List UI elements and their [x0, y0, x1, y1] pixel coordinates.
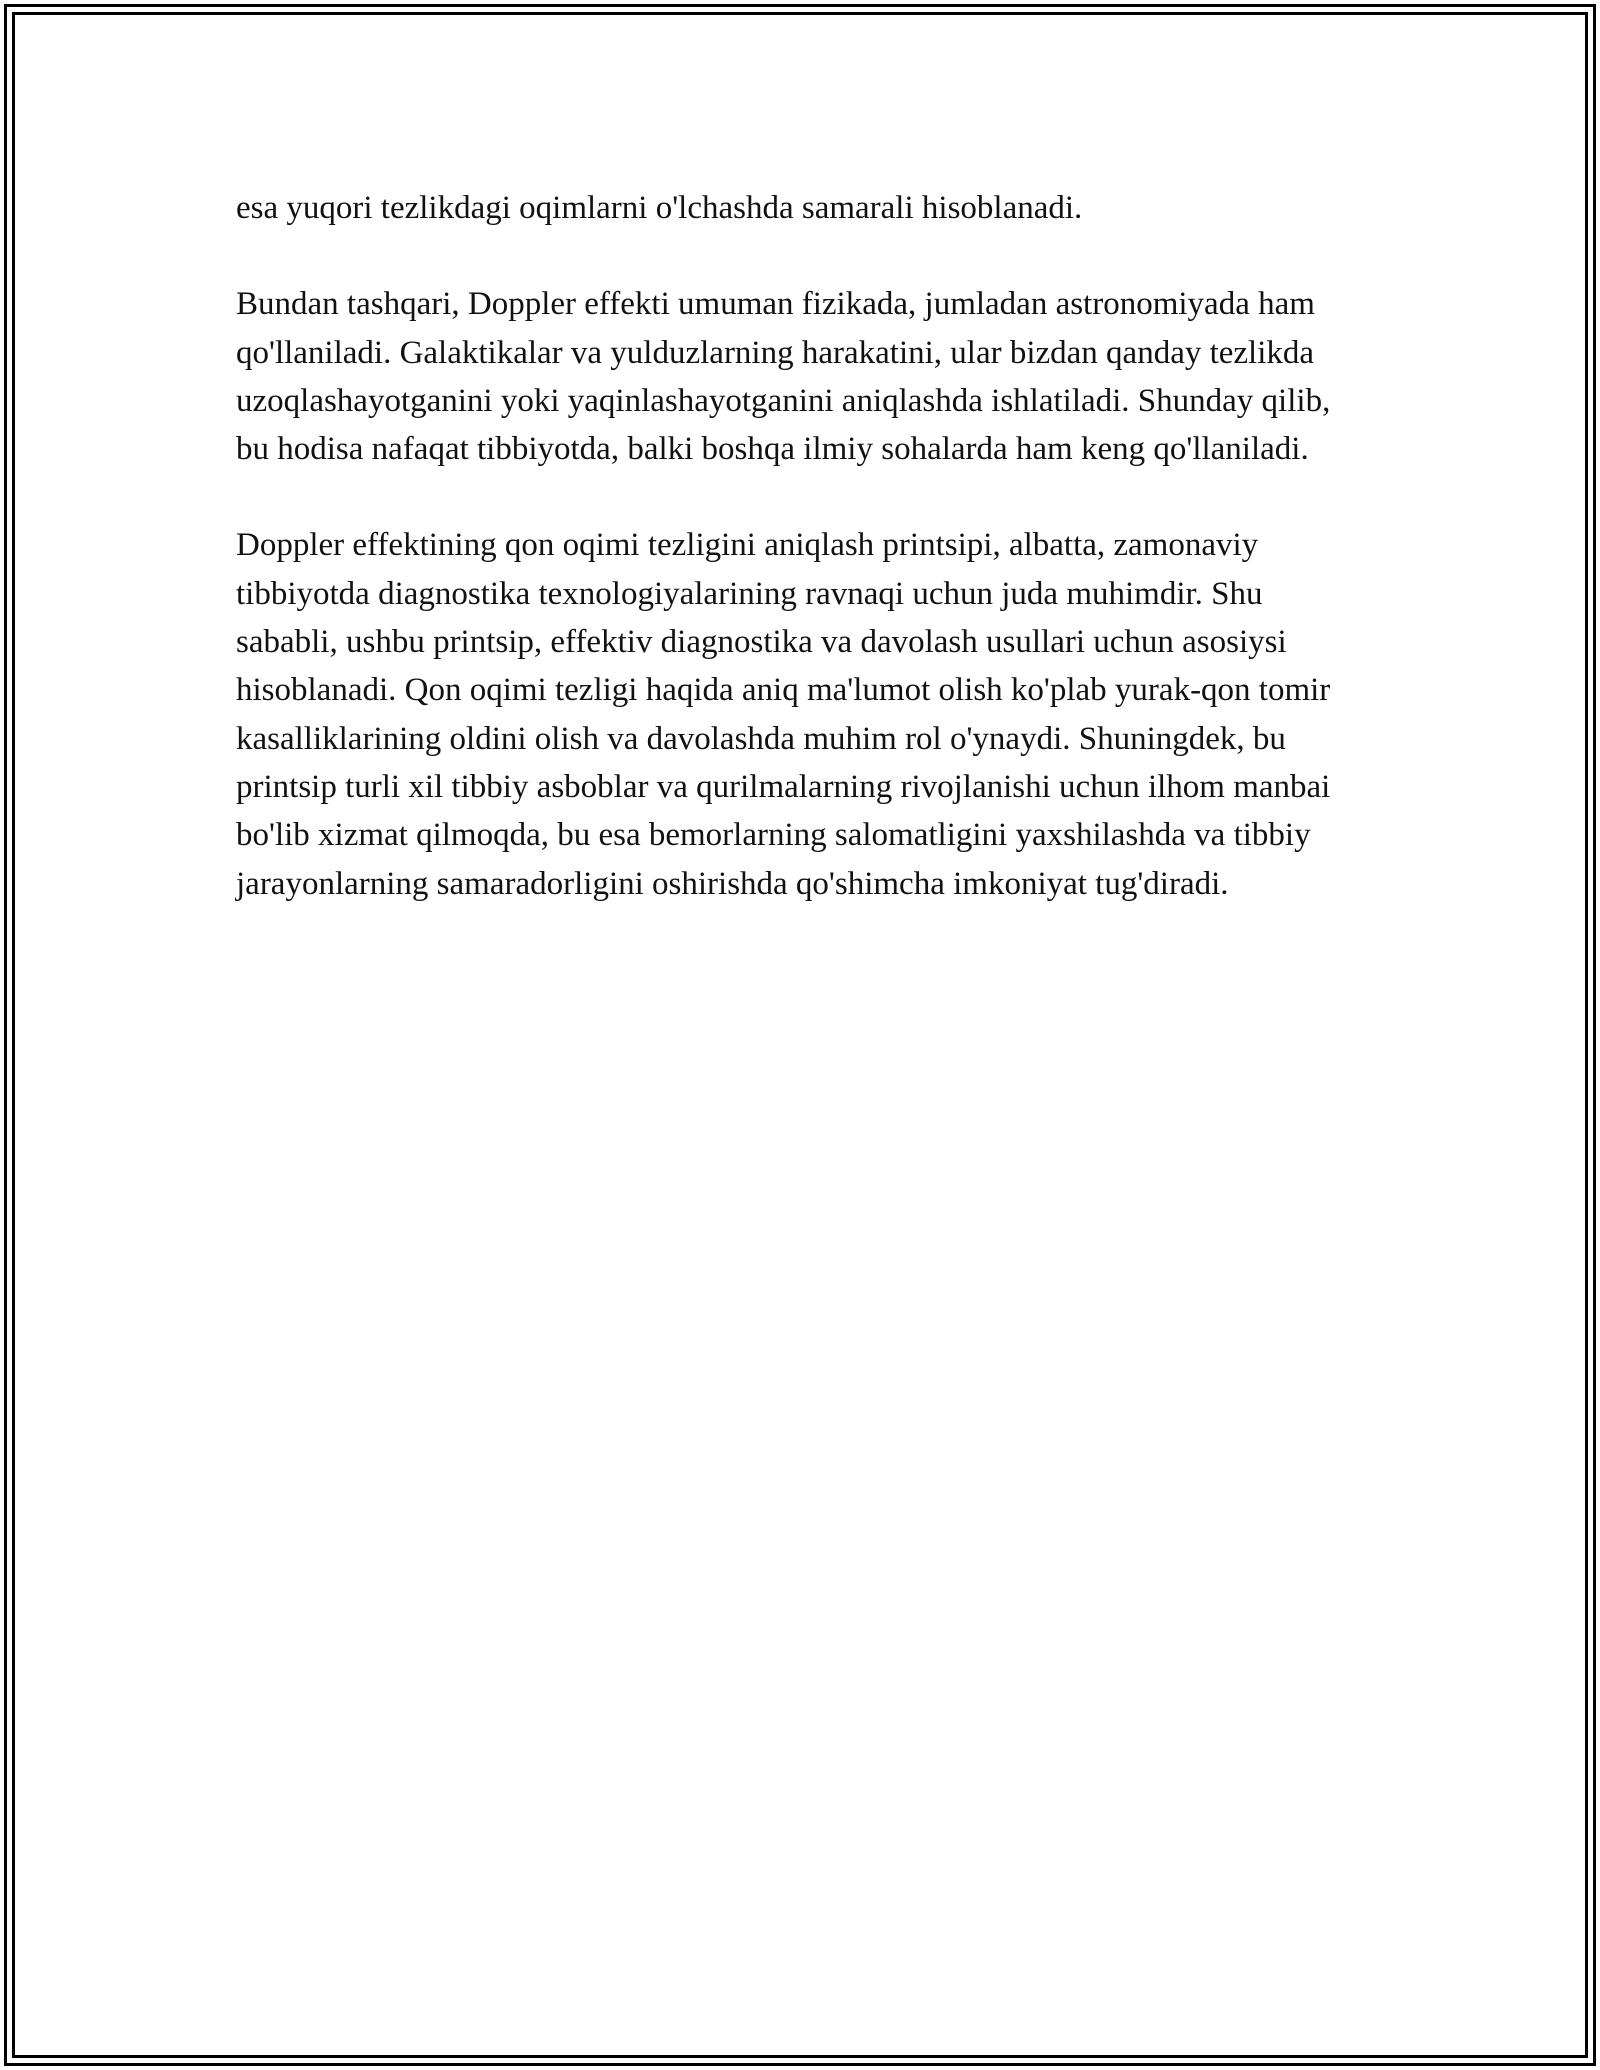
document-body	[236, 184, 1366, 956]
paragraph-2: Bundan tashqari, Doppler effekti umuman fizikada, jumladan astronomiyada ham qo'llaniladi. Galaktikalar va yulduzlarning harakatini, ular bizdan qanday tezlikda uzoqlashayotganini yoki yaqinlashayotganini aniqlashda ishlatiladi. Shunday qilib, bu hodisa nafaqat tibbiyotda, balki boshqa ilmiy sohalarda ham keng qo'llaniladi.	[236, 286, 1331, 468]
paragraph-1: esa yuqori tezlikdagi oqimlarni o'lchashda samarali hisoblanadi.	[236, 190, 1083, 226]
paragraph-3: Doppler effektining qon oqimi tezligini aniqlash printsipi, albatta, zamonaviy tibbiyotda diagnostika texnologiyalarining ravnaqi uchun juda muhimdir. Shu sababli, ushbu printsip, effektiv diagnostika va davolash usullari uchun asosiysi hisoblanadi. Qon oqimi tezligi haqida aniq ma'lumot olish ko'plab yurak-qon tomir kasalliklarining oldini olish va davolashda muhim rol o'ynaydi. Shuningdek, bu printsip turli xil tibbiy asboblar va qurilmalarning rivojlanishi uchun ilhom manbai bo'lib xizmat qilmoqda, bu esa bemorlarning salomatligini yaxshilashda va tibbiy jarayonlarning samaradorligini oshirishda qo'shimcha imkoniyat tug'diradi.	[236, 527, 1331, 902]
